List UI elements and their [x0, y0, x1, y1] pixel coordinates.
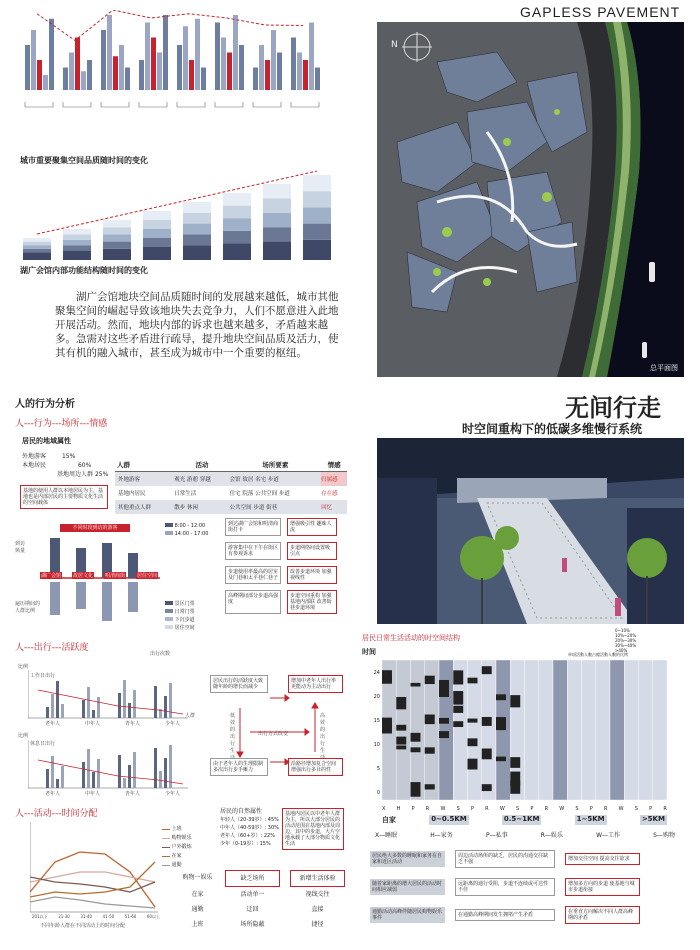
quality-bar — [157, 53, 162, 91]
quality-bar — [113, 56, 118, 90]
travel-bar — [128, 703, 131, 718]
timeline-x-letter: X — [382, 806, 386, 812]
function-block — [183, 234, 211, 245]
quality-bar — [315, 68, 320, 91]
quality-bar — [259, 45, 264, 90]
travel-bar — [118, 693, 121, 718]
timeline-x-letter: R — [544, 806, 549, 812]
nature-note: 基地内居民以中老年人群为主，所以大部分居民的活动范围在基地内部及周边，其中的步道，大片空地承载了大部分物质文化生活 — [282, 808, 344, 850]
timeline-column — [610, 660, 624, 800]
timeline-x-letter: P — [530, 806, 534, 812]
trend-line — [38, 690, 183, 714]
mini-labels: 湖广会馆 故居文化 明清商街 居住空间 — [41, 573, 157, 579]
function-block — [143, 247, 171, 260]
quality-bar — [63, 68, 68, 91]
function-block — [223, 243, 251, 260]
travel-bar — [97, 697, 100, 718]
function-block — [23, 252, 51, 260]
arrow-right-label: 高效的出行生 — [320, 713, 326, 754]
travel-ylabel-2: 比例 — [18, 733, 29, 739]
timeline-x-letter: S — [456, 806, 460, 812]
quality-bar — [87, 60, 92, 90]
function-block — [23, 245, 51, 249]
travel-center: 出行方式改变 — [258, 731, 289, 737]
activity-block — [425, 784, 435, 789]
timeline-column — [653, 660, 667, 800]
function-block — [263, 227, 291, 241]
function-block — [63, 251, 91, 260]
travel-bar — [164, 758, 167, 788]
activity-block — [396, 745, 406, 749]
activity-block — [453, 706, 463, 713]
timeline-x-letter: R — [663, 806, 667, 812]
quality-bar — [37, 60, 42, 90]
pct-legend: 0~10% 10%~20% 20%~30% 30%~40% >40% — [615, 628, 637, 653]
brand-title: GAPLESS PAVEMENT — [520, 4, 681, 20]
travel-bar — [51, 756, 54, 788]
function-block — [303, 240, 331, 260]
bracket — [291, 102, 319, 107]
axis-left: 到访频量 — [15, 541, 26, 554]
intro-paragraph: 湖广会馆地块空间品质随时间的发展越来越低，城市其他聚集空间的崛起导致该地块失去竞争力，人们不愿意进入此地开展活动。然而，地块内部的诉求也越来越多，矛盾越来越多。急需对这些矛盾进行疏导，提升地块空间品质及活力，使其有机的融入城市，甚至成为城市中一个重要的枢纽。 — [55, 291, 339, 359]
north-label: N — [391, 40, 398, 50]
dist-xticks: 201以下 21-30 31-40 41-50 51-60 60以上 — [32, 914, 160, 919]
travel-bar — [133, 752, 136, 788]
timeline-x-letter: R — [425, 806, 430, 812]
quality-bar — [101, 30, 106, 90]
function-block — [143, 238, 171, 247]
timeline-x-letter: R — [603, 806, 608, 812]
activity-block — [482, 717, 492, 726]
travel-bar — [87, 687, 90, 718]
travel-bar — [82, 762, 85, 788]
visitor-bars — [40, 530, 160, 630]
residents-title: 居民的地域属性 — [22, 437, 71, 445]
timeline-title: 居民日常生活活动的时空间结构 — [362, 634, 460, 642]
axis-bottom: 遍历期间的人群比例 — [15, 601, 41, 614]
function-block — [23, 238, 51, 242]
function-block — [183, 245, 211, 260]
travel-bar — [46, 707, 49, 718]
activity-block — [439, 680, 449, 692]
bracket — [177, 102, 205, 107]
travel-bar — [169, 683, 172, 718]
function-block — [183, 213, 211, 224]
bracket — [215, 102, 243, 107]
quality-bar — [239, 45, 244, 90]
travel-bar — [46, 769, 49, 788]
quality-bar — [253, 68, 258, 91]
dist-legend: 上班 购物娱乐 户外锻炼 在家 通勤 — [162, 825, 192, 870]
travel-bar — [61, 704, 64, 718]
activity-block — [411, 747, 421, 752]
travel-bar — [61, 766, 64, 788]
walkway-render — [377, 438, 684, 624]
function-block — [303, 207, 331, 223]
pct-caption: 单項活動人數占總活動人數的比例 — [568, 652, 628, 657]
timeline-x-letter: S — [634, 806, 638, 812]
quality-bar — [221, 38, 226, 91]
activity-block — [510, 780, 520, 793]
function-block — [303, 175, 331, 191]
function-block — [183, 224, 211, 235]
timeline-flow: 居民绝大多数的睡眠和家务在自家和近区活动 周边活动场所的缺乏，居民的沟通交往缺乏不强 增加交往空间 提高交往欲求 随着家距离的增大居民的活动时间相应减弱 远距离的通行受阻，步道不连续或可达性不佳 增加多方向的步道 使基地与城市步道衔接 通勤活动高峰伴随居民购物娱乐事件 在通勤高峰期间发生拥堵产生矛盾 在垂直方向解决不同人群高峰期的矛盾 — [370, 850, 685, 924]
activity-block — [439, 718, 449, 724]
activity-block — [439, 731, 449, 738]
function-block — [183, 202, 211, 213]
timeline-x-letter: W — [559, 806, 565, 812]
quality-bar — [183, 26, 188, 90]
timeline-zones: 自家 0~0.5KM 0.5~1KM 1~5KM >5KM — [382, 815, 665, 824]
function-block — [263, 213, 291, 227]
function-block — [23, 249, 51, 253]
activity-block — [453, 670, 463, 684]
activity-block — [482, 784, 492, 791]
activity-block — [425, 676, 435, 684]
site-plan-map — [377, 22, 684, 377]
quality-bar — [177, 45, 182, 90]
render-subtitle: 时空间重构下的低碳多维慢行系统 — [462, 422, 643, 436]
travel-bar — [92, 772, 95, 788]
travel-xlabel: 人群 — [185, 713, 196, 719]
timeline-x-letter: W — [440, 806, 446, 812]
timeline-x-letter: S — [515, 806, 520, 812]
timeline-column — [582, 660, 596, 800]
activity-block — [382, 718, 392, 727]
quality-bar — [145, 23, 150, 91]
travel-note-3: 由于老年人的生理限制 多次出行步手瘫力 — [210, 758, 268, 776]
timeline-column — [567, 660, 581, 800]
timeline-column — [539, 660, 553, 800]
function-block — [103, 227, 131, 234]
function-block — [63, 245, 91, 250]
rest-travel-chart — [28, 740, 193, 790]
activity-block — [453, 691, 463, 705]
bracket — [139, 102, 167, 107]
quality-bar — [107, 15, 112, 90]
timeline-chart — [355, 660, 675, 805]
activity-block — [468, 719, 478, 723]
travel-note-1: 居民出行的活跃度大致随年龄的增长而减少 — [210, 675, 268, 693]
quality-bar — [151, 38, 156, 91]
travel-bar — [154, 686, 157, 718]
timeline-x-letter: W — [499, 806, 505, 812]
resident-stats: 外地游客 15% 本地居民 60% 基地周边人群 25% — [22, 453, 109, 478]
activity-line — [30, 877, 155, 892]
behavior-chain: 人---行为---场所---情感 — [15, 419, 108, 429]
code-legend: X—睡眠 H—家务 P—私事 R—娱乐 W—工作 S—购物 — [375, 832, 675, 839]
timeline-column — [596, 660, 610, 800]
activity-block — [496, 719, 506, 727]
timeline-column — [624, 660, 638, 800]
quality-bar — [189, 60, 194, 90]
travel-bar — [51, 694, 54, 718]
activity-block — [496, 757, 506, 762]
activity-block — [411, 782, 421, 797]
timeline-column — [482, 660, 496, 800]
activity-block — [468, 738, 478, 746]
activity-line — [30, 862, 155, 897]
quality-bar — [49, 19, 54, 90]
function-block — [303, 191, 331, 207]
function-block — [63, 229, 91, 234]
work-groups: 老年人 中年人 青年人 少年人 — [45, 721, 180, 727]
travel-bar — [123, 680, 126, 718]
activity-block — [411, 733, 421, 742]
travel-bar — [118, 755, 121, 788]
function-block — [23, 242, 51, 246]
quality-bar — [227, 53, 232, 91]
travel-bar — [154, 748, 157, 788]
quality-bar — [277, 53, 282, 91]
function-block — [143, 220, 171, 229]
timeline-column — [525, 660, 539, 800]
function-block — [143, 229, 171, 238]
quality-bar-chart — [15, 10, 345, 155]
work-travel-chart — [28, 670, 196, 720]
quality-bar — [43, 75, 48, 90]
visitor-bar-bottom — [128, 582, 138, 612]
quality-bar — [119, 45, 124, 90]
timeline-x-letter: S — [575, 806, 579, 812]
visitor-header: 不同时段到访的游客 — [60, 524, 130, 532]
behavior-heading: 人的行为分析 — [15, 399, 75, 410]
quality-bar — [81, 71, 86, 90]
timeline-axis: 时间 — [362, 648, 376, 656]
activity-block — [496, 694, 506, 700]
travel-bar — [92, 710, 95, 718]
timeline-column — [553, 660, 567, 800]
travel-bar — [164, 696, 167, 718]
behavior-flow: 到达湖广会馆和明清商街打卡 增强吸引性 趣味人流 游客集中在下午在街区有参观诉求 步道网络间设置吸引点 步道使用率最高的居室及门巷和太平巷仁巷子 改善步道环境 加强视线性 高峰期间部分步道高强度 步道空间重构 加强基地内部联 改善街巷步道环境 — [225, 518, 345, 614]
quality-bar — [271, 30, 276, 90]
quality-bar — [139, 60, 144, 90]
behavior-legend: 8:00 - 12:00 14:00 - 17:00 景区门票 日常门票 下沉步道 居住空间 — [165, 522, 208, 632]
quality-bar — [25, 45, 30, 90]
travel-bar — [56, 779, 59, 788]
function-block — [63, 234, 91, 239]
bracket — [101, 102, 129, 107]
function-stack-chart — [15, 170, 345, 265]
quality-bar — [75, 38, 80, 91]
quality-bar — [233, 15, 238, 90]
visitor-bar-bottom — [50, 582, 60, 615]
travel-bar — [97, 759, 100, 788]
map-caption: 总平面图 — [650, 364, 678, 372]
travel-bar — [87, 749, 90, 788]
quality-bar — [291, 38, 296, 91]
timeline-column — [639, 660, 653, 800]
function-block — [223, 206, 251, 219]
travel-bar — [159, 771, 162, 788]
chart2-title: 湖广会馆内部功能结构随时间的变化 — [20, 266, 148, 275]
activity-block — [425, 747, 435, 753]
activity-block — [468, 759, 478, 770]
activity-block — [425, 715, 435, 725]
function-block — [103, 249, 131, 260]
behavior-table: 人群 活动 场所要素 情感 外地游客 观光 游憩 穿越 会馆 故居 名宅 步道 归属感 基地内居民 日常生活 住宅 院落 公共空间 步道 存在感 其他重点人群 散步 休闲 公共空间 步道 街巷 回忆 — [115, 458, 347, 514]
quality-bar — [265, 60, 270, 90]
activity-block — [468, 678, 478, 684]
activity-block — [411, 683, 421, 687]
activity-block — [482, 749, 492, 760]
function-block — [103, 242, 131, 249]
timeline-column — [411, 660, 425, 800]
activity-line — [30, 897, 155, 908]
rest-title: 休息日出行 — [30, 741, 56, 747]
timeline-x-letter: P — [589, 806, 593, 812]
function-block — [223, 193, 251, 206]
resident-note: 基地的使用人群以本地居民为主，基地也是内部居民的主要物质文化生活的空间载体 — [20, 485, 108, 509]
work-title: 工作日出行 — [30, 673, 56, 679]
travel-bar — [123, 778, 126, 788]
visitor-bar-bottom — [76, 582, 86, 609]
activity-block — [453, 721, 463, 727]
function-block — [223, 231, 251, 244]
timeline-x-letters — [382, 806, 667, 812]
bracket — [25, 102, 53, 107]
timeline-x-letter: R — [485, 806, 489, 812]
timeline-x-letter: P — [649, 806, 653, 812]
quality-bar — [125, 68, 130, 91]
bracket — [253, 102, 281, 107]
chart1-title: 城市重要聚集空间品质随时间的变化 — [20, 156, 148, 165]
travel-arrows — [205, 690, 350, 765]
visitor-bar-bottom — [102, 582, 112, 621]
render-title: 无间行走 — [565, 393, 661, 422]
function-block — [263, 242, 291, 260]
distribution-chain: 人---活动---时间分配 — [15, 809, 98, 819]
arrow-left-label: 低效的出行生 — [230, 713, 236, 754]
travel-bar — [82, 700, 85, 718]
travel-note-2: 增加中老年人出行率 更能动为主动出行 — [288, 675, 343, 693]
function-block — [263, 198, 291, 212]
function-block — [303, 224, 331, 240]
activity-block — [382, 670, 392, 684]
quality-bar — [69, 53, 74, 91]
function-block — [263, 184, 291, 198]
activity-table: 购物一娱乐 缺乏场所 新增生活体验 在家 活动单一 视线交往 通勤 迂回 直接 上班 场所隐蔽 捷径 — [170, 870, 348, 932]
function-block — [63, 240, 91, 245]
time-distribution-chart — [30, 822, 160, 914]
activity-block — [482, 666, 492, 674]
function-block — [103, 234, 131, 241]
quality-bar — [297, 53, 302, 91]
timeline-x-letter: W — [618, 806, 624, 812]
activity-block — [510, 695, 520, 707]
travel-ylabel: 比例 — [18, 664, 29, 670]
travel-note-4: 沿路径增加复合空间 增强出行多目的性 — [288, 758, 343, 776]
travel-bar — [56, 681, 59, 718]
quality-bar — [303, 60, 308, 90]
travel-bar — [133, 690, 136, 718]
rest-groups: 老年人 中年人 青年人 少年人 — [45, 791, 180, 797]
quality-bar — [215, 23, 220, 91]
function-block — [103, 220, 131, 227]
activity-block — [396, 697, 406, 709]
travel-chain: 人---出行---活跃度 — [15, 643, 89, 653]
quality-bar — [309, 23, 314, 91]
nature-table: 居民的自然属性 年轻人（20-39岁）: 45% 中年人（40-59岁）: 30% 老年人（60+岁）: 22% 少年（0-19岁）: 15% — [220, 808, 279, 847]
timeline-yticks: 24 20 15 10 5 0 — [373, 670, 380, 796]
quality-bar — [201, 68, 206, 91]
quality-bar — [163, 15, 168, 90]
bracket — [63, 102, 91, 107]
activity-block — [396, 737, 406, 745]
activity-block — [510, 757, 520, 768]
timeline-x-letter: P — [411, 806, 415, 812]
timeline-x-letter: H — [396, 806, 401, 812]
function-block — [143, 211, 171, 220]
quality-bar — [31, 30, 36, 90]
activity-block — [396, 725, 406, 731]
travel-bar — [128, 765, 131, 788]
distribution-caption: 不同年龄人群在不同活动上的时间分配 — [40, 923, 126, 929]
function-block — [223, 218, 251, 231]
quality-bar — [195, 19, 200, 90]
travel-legend-title: 出行次数 — [150, 651, 171, 657]
timeline-x-letter: P — [470, 806, 474, 812]
